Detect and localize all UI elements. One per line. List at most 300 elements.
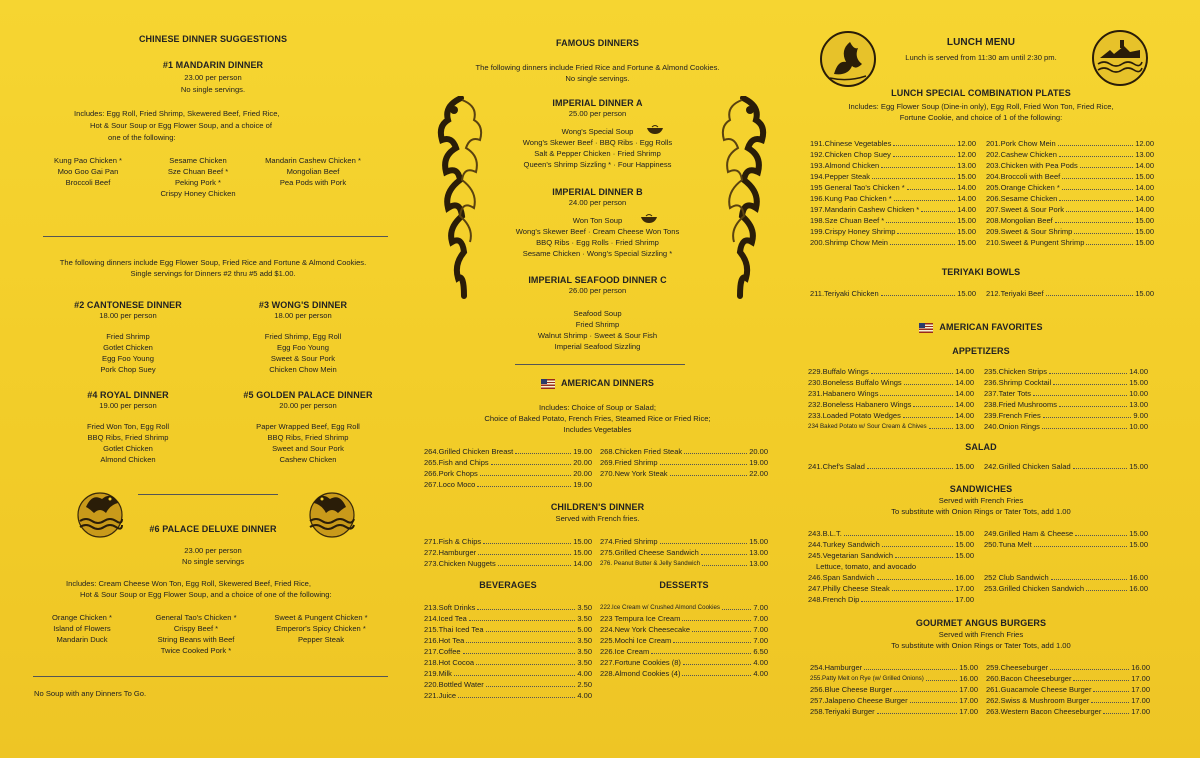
item-name: 202.Cashew Chicken bbox=[986, 150, 1057, 159]
item-name: 206.Sesame Chicken bbox=[986, 194, 1058, 203]
item-price: 16.00 bbox=[955, 573, 974, 582]
dinner-item: Paper Wrapped Beef, Egg Roll bbox=[256, 422, 360, 431]
dot-leader bbox=[881, 160, 955, 168]
item-price: 9.00 bbox=[1133, 411, 1148, 420]
item-price: 15.00 bbox=[955, 529, 974, 538]
item-price: 7.00 bbox=[753, 603, 768, 612]
menu-item: 212.Teriyaki Beef 15.00 bbox=[986, 289, 1154, 298]
item-name: 198.Sze Chuan Beef * bbox=[810, 216, 885, 225]
item-price: 4.00 bbox=[753, 669, 768, 678]
item-price: 17.00 bbox=[1131, 707, 1150, 716]
dinner-price: 24.00 per person bbox=[568, 198, 627, 207]
item-name: 201.Pork Chow Mein bbox=[986, 139, 1056, 148]
item-price: 14.00 bbox=[1129, 367, 1148, 376]
item-name: 199.Crispy Honey Shrimp bbox=[810, 227, 896, 236]
item-name: 243.B.L.T. bbox=[808, 529, 842, 538]
choice-item: Pepper Steak bbox=[297, 635, 344, 644]
divider bbox=[515, 364, 685, 365]
item-price: 7.00 bbox=[753, 625, 768, 634]
appetizers-left-list bbox=[808, 366, 974, 432]
dot-leader bbox=[682, 668, 751, 676]
dot-leader bbox=[486, 624, 576, 632]
dinner-name: #4 ROYAL DINNER bbox=[87, 390, 169, 400]
dot-leader bbox=[466, 635, 575, 643]
item-price: 15.00 bbox=[1135, 227, 1154, 236]
item-name: 225.Mochi Ice Cream bbox=[600, 636, 672, 645]
combo-title: LUNCH SPECIAL COMBINATION PLATES bbox=[891, 88, 1071, 98]
mandarin-choices-c bbox=[258, 155, 368, 188]
dot-leader bbox=[1062, 182, 1133, 190]
menu-item bbox=[600, 624, 768, 635]
dinner-item: Fried Shrimp bbox=[106, 332, 150, 341]
famous-column bbox=[410, 0, 785, 758]
dot-leader bbox=[907, 182, 956, 190]
item-price: 14.00 bbox=[1135, 161, 1154, 170]
choice-item: General Tao's Chicken * bbox=[155, 613, 237, 622]
item-name: 214.Iced Tea bbox=[424, 614, 467, 623]
menu-item: 241.Chef's Salad 15.00 bbox=[808, 462, 974, 471]
menu-item bbox=[424, 602, 592, 613]
item-name: 197.Mandarin Cashew Chicken * bbox=[810, 205, 920, 214]
item-name: 221.Juice bbox=[424, 691, 457, 700]
item-price: 17.00 bbox=[1131, 674, 1150, 683]
item-price: 6.50 bbox=[753, 647, 768, 656]
item-price: 15.00 bbox=[957, 227, 976, 236]
dot-leader bbox=[1091, 695, 1129, 703]
dot-leader bbox=[463, 646, 576, 654]
item-name: 254.Hamburger bbox=[810, 663, 863, 672]
item-price: 15.00 bbox=[959, 663, 978, 672]
item-price: 15.00 bbox=[1129, 540, 1148, 549]
dinner-name: #5 GOLDEN PALACE DINNER bbox=[243, 390, 373, 400]
dinner-item: Pork Chop Suey bbox=[100, 365, 156, 374]
menu-item bbox=[810, 193, 976, 204]
dot-leader bbox=[1033, 388, 1127, 396]
dinner-item: Salt & Pepper Chicken · Fried Shrimp bbox=[534, 149, 661, 158]
item-name: 256.Blue Cheese Burger bbox=[810, 685, 893, 694]
dot-leader bbox=[877, 572, 954, 580]
item-price: 17.00 bbox=[1131, 685, 1150, 694]
item-price: 17.00 bbox=[959, 685, 978, 694]
dot-leader bbox=[890, 237, 955, 245]
item-name: 191.Chinese Vegetables bbox=[810, 139, 892, 148]
item-name: 224.New York Cheesecake bbox=[600, 625, 691, 634]
choice-item: Mongolian Beef bbox=[286, 167, 340, 176]
menu-item bbox=[810, 237, 976, 248]
menu-item bbox=[600, 657, 768, 668]
menu-item bbox=[808, 366, 974, 377]
burgers-note-1: Served with French Fries bbox=[938, 630, 1024, 639]
sandwiches-note-1: Served with French Fries bbox=[938, 496, 1024, 505]
dinner-item: Wong's Skewer Beef · BBQ Ribs · Egg Rolls bbox=[522, 138, 673, 147]
group-note-2: Single servings for Dinners #2 thru #5 add $1.00. bbox=[130, 269, 296, 278]
item-price: 12.00 bbox=[957, 150, 976, 159]
item-name: 208.Mongolian Beef bbox=[986, 216, 1053, 225]
item-name: 238.Fried Mushrooms bbox=[984, 400, 1057, 409]
item-name: 260.Bacon Cheeseburger bbox=[986, 674, 1072, 683]
item-price: 15.00 bbox=[1135, 216, 1154, 225]
dragon-pillar-icon bbox=[716, 96, 770, 301]
lunch-column bbox=[796, 0, 1166, 758]
item-price: 14.00 bbox=[955, 389, 974, 398]
menu-item: 269.Fried Shrimp 19.00 bbox=[600, 458, 768, 467]
menu-item bbox=[986, 695, 1150, 706]
dot-leader bbox=[1074, 226, 1133, 234]
menu-item bbox=[810, 662, 978, 673]
burgers-right-list bbox=[986, 662, 1150, 717]
menu-item: 271.Fish & Chips 15.00 bbox=[424, 537, 592, 546]
item-name: 228.Almond Cookies (4) bbox=[600, 669, 681, 678]
item-name: 232.Boneless Habanero Wings bbox=[808, 400, 912, 409]
menu-item bbox=[424, 613, 592, 624]
dot-leader bbox=[921, 204, 955, 212]
us-flag-icon bbox=[541, 379, 555, 389]
dinner-item: Sweet and Sour Pork bbox=[272, 444, 344, 453]
mandarin-choices-a bbox=[38, 155, 138, 188]
us-flag-icon bbox=[919, 323, 933, 333]
choice-item: Orange Chicken * bbox=[52, 613, 112, 622]
soup-bowl-icon bbox=[640, 213, 658, 224]
menu-item bbox=[986, 138, 1154, 149]
dot-leader bbox=[1059, 193, 1133, 201]
sandwiches-right-list-2 bbox=[984, 572, 1148, 594]
dot-leader bbox=[722, 602, 751, 610]
mandarin-includes-1: Includes: Egg Roll, Fried Shrimp, Skewered Beef, Fried Rice, bbox=[74, 109, 280, 118]
item-name: 262.Swiss & Mushroom Burger bbox=[986, 696, 1090, 705]
dinner-item: Imperial Seafood Sizzling bbox=[554, 342, 641, 351]
cantonese-dinner bbox=[48, 300, 208, 375]
chinese-column bbox=[18, 0, 398, 758]
menu-item bbox=[986, 171, 1154, 182]
menu-item bbox=[808, 421, 974, 432]
american-favorites-heading bbox=[796, 322, 1166, 333]
menu-item bbox=[810, 226, 976, 237]
dot-leader bbox=[1059, 399, 1127, 407]
menu-item bbox=[810, 215, 976, 226]
sandwiches-left-list-2 bbox=[808, 572, 974, 605]
dot-leader bbox=[913, 399, 953, 407]
item-name: 209.Sweet & Sour Shrimp bbox=[986, 227, 1073, 236]
item-price: 14.00 bbox=[955, 400, 974, 409]
item-price: 10.00 bbox=[1129, 389, 1148, 398]
dinner-item: Seafood Soup bbox=[573, 309, 622, 318]
item-price: 13.00 bbox=[957, 161, 976, 170]
appetizers-right-list bbox=[984, 366, 1148, 432]
menu-item: 272.Hamburger 15.00 bbox=[424, 548, 592, 557]
item-price: 17.00 bbox=[959, 707, 978, 716]
mandarin-includes-2: Hot & Sour Soup or Egg Flower Soup, and a choice of bbox=[90, 121, 272, 130]
dot-leader bbox=[1103, 706, 1129, 714]
choice-item: Island of Flowers bbox=[53, 624, 111, 633]
dot-leader bbox=[871, 366, 953, 374]
palace-deluxe-name: #6 PALACE DELUXE DINNER bbox=[149, 524, 277, 534]
item-price: 15.00 bbox=[1135, 238, 1154, 247]
menu-item bbox=[986, 182, 1154, 193]
item-price: 14.00 bbox=[957, 205, 976, 214]
dot-leader bbox=[893, 138, 955, 146]
item-price: 4.00 bbox=[577, 691, 592, 700]
palace-note: No single servings bbox=[181, 557, 245, 566]
item-price: 16.00 bbox=[1129, 584, 1148, 593]
item-name: 194.Pepper Steak bbox=[810, 172, 871, 181]
appetizers-title: APPETIZERS bbox=[952, 346, 1010, 356]
item-name: 233.Loaded Potato Wedges bbox=[808, 411, 901, 420]
dot-leader bbox=[880, 388, 953, 396]
menu-item bbox=[986, 204, 1154, 215]
dinner-item: Sweet & Sour Pork bbox=[270, 354, 336, 363]
menu-item bbox=[808, 594, 974, 605]
menu-item: 267.Loco Moco 19.00 bbox=[424, 480, 592, 489]
lunch-right-list bbox=[986, 138, 1154, 248]
dot-leader bbox=[486, 679, 576, 687]
dinner-item: Almond Chicken bbox=[100, 455, 156, 464]
item-name: 192.Chicken Chop Suey bbox=[810, 150, 891, 159]
menu-item: 211.Teriyaki Chicken 15.00 bbox=[810, 289, 976, 298]
childrens-note: Served with French fries. bbox=[555, 514, 640, 523]
choice-item: Crispy Beef * bbox=[173, 624, 219, 633]
dinner-item: Wong's Skewer Beef · Cream Cheese Won Tons bbox=[515, 227, 680, 236]
menu-item bbox=[808, 583, 974, 594]
item-name: 219.Milk bbox=[424, 669, 452, 678]
choice-item: Twice Cooked Pork * bbox=[160, 646, 232, 655]
item-price: 16.00 bbox=[1131, 663, 1150, 672]
menu-item: 242.Grilled Chicken Salad 15.00 bbox=[984, 462, 1148, 471]
choice-item: Kung Pao Chicken * bbox=[54, 156, 122, 165]
menu-item bbox=[986, 662, 1150, 673]
sandwiches-left-list bbox=[808, 528, 974, 561]
item-name: 222.Ice Cream w/ Crushed Almond Cookies bbox=[600, 604, 721, 611]
dot-leader bbox=[1050, 662, 1129, 670]
dot-leader bbox=[1073, 673, 1129, 681]
imperial-dinner-b bbox=[480, 187, 715, 259]
dot-leader bbox=[454, 668, 575, 676]
dot-leader bbox=[895, 550, 953, 558]
menu-item bbox=[810, 706, 978, 717]
dinner-item: Fried Won Ton, Egg Roll bbox=[86, 422, 170, 431]
dot-leader bbox=[892, 583, 954, 591]
american-dinners-heading bbox=[410, 378, 785, 389]
item-name: 236.Shrimp Cocktail bbox=[984, 378, 1052, 387]
dot-leader bbox=[904, 377, 954, 385]
burgers-left-list bbox=[810, 662, 978, 717]
item-name: 193.Almond Chicken bbox=[810, 161, 880, 170]
dot-leader bbox=[469, 613, 576, 621]
dot-leader bbox=[1051, 572, 1128, 580]
dot-leader bbox=[477, 602, 575, 610]
menu-item bbox=[600, 668, 768, 679]
lunch-hours: Lunch is served from 11:30 am until 2:30 pm. bbox=[905, 53, 1057, 62]
dot-leader bbox=[1058, 138, 1134, 146]
choice-item: Broccoli Beef bbox=[65, 178, 111, 187]
item-name: 196.Kung Pao Chicken * bbox=[810, 194, 892, 203]
vegetarian-note: Lettuce, tomato, and avocado bbox=[816, 562, 917, 571]
menu-item bbox=[986, 706, 1150, 717]
dot-leader bbox=[877, 706, 958, 714]
menu-item bbox=[424, 646, 592, 657]
dot-leader bbox=[872, 171, 955, 179]
menu-item bbox=[986, 237, 1154, 248]
salad-title: SALAD bbox=[965, 442, 997, 452]
item-name: 255.Patty Melt on Rye (w/ Grilled Onions) bbox=[810, 675, 924, 682]
dot-leader bbox=[929, 421, 954, 429]
imperial-seafood-dinner-c bbox=[480, 275, 715, 352]
dinner-name: #3 WONG'S DINNER bbox=[258, 300, 348, 310]
dinner-name: #2 CANTONESE DINNER bbox=[74, 300, 182, 310]
mandarin-note: No single servings. bbox=[180, 85, 246, 94]
group-note-1: The following dinners include Egg Flower Soup, Fried Rice and Fortune & Almond Cookies. bbox=[59, 258, 367, 267]
menu-item bbox=[810, 673, 978, 684]
menu-item bbox=[808, 377, 974, 388]
dinner-price: 20.00 per person bbox=[279, 401, 337, 410]
dinner-item: Wong's Special Soup bbox=[561, 127, 634, 136]
menu-item bbox=[984, 388, 1148, 399]
choice-item: Mandarin Duck bbox=[56, 635, 108, 644]
choice-item: String Beans with Beef bbox=[157, 635, 235, 644]
item-price: 17.00 bbox=[955, 595, 974, 604]
teriyaki-title: TERIYAKI BOWLS bbox=[941, 267, 1021, 277]
childrens-left bbox=[424, 536, 592, 569]
dot-leader bbox=[1053, 377, 1127, 385]
dot-leader bbox=[1049, 366, 1127, 374]
item-name: 250.Tuna Melt bbox=[984, 540, 1032, 549]
item-price: 13.00 bbox=[955, 422, 974, 431]
american-note-1: Includes: Choice of Soup or Salad; bbox=[539, 403, 656, 412]
item-price: 13.00 bbox=[1129, 400, 1148, 409]
item-price: 17.00 bbox=[955, 584, 974, 593]
mandarin-choices-b bbox=[148, 155, 248, 199]
dot-leader bbox=[1066, 204, 1133, 212]
item-name: 257.Jalapeno Cheese Burger bbox=[810, 696, 908, 705]
menu-item bbox=[600, 646, 768, 657]
dinner-item: Gotlet Chicken bbox=[103, 343, 153, 352]
dot-leader bbox=[1086, 237, 1133, 245]
menu-item: 273.Chicken Nuggets 14.00 bbox=[424, 559, 592, 568]
menu-item bbox=[986, 149, 1154, 160]
lunch-title: LUNCH MENU bbox=[946, 37, 1016, 48]
item-price: 17.00 bbox=[959, 696, 978, 705]
item-name: 216.Hot Tea bbox=[424, 636, 465, 645]
menu-item bbox=[808, 410, 974, 421]
dot-leader bbox=[894, 193, 955, 201]
item-price: 15.00 bbox=[957, 172, 976, 181]
item-name: 213.Soft Drinks bbox=[424, 603, 476, 612]
dinner-price: 26.00 per person bbox=[568, 286, 627, 295]
item-name: 229.Buffalo Wings bbox=[808, 367, 869, 376]
menu-item bbox=[808, 528, 974, 539]
item-price: 4.00 bbox=[577, 669, 592, 678]
dinner-item: Queen's Shrimp Sizzling * · Four Happiness bbox=[523, 160, 672, 169]
item-name: 217.Coffee bbox=[424, 647, 461, 656]
item-name: 246.Span Sandwich bbox=[808, 573, 875, 582]
dot-leader bbox=[1075, 528, 1127, 536]
menu-item bbox=[808, 539, 974, 550]
menu-item bbox=[986, 160, 1154, 171]
item-name: 245.Vegetarian Sandwich bbox=[808, 551, 894, 560]
menu-item bbox=[808, 399, 974, 410]
mandarin-name: #1 MANDARIN DINNER bbox=[162, 60, 264, 70]
item-name: 205.Orange Chicken * bbox=[986, 183, 1060, 192]
choice-item: Emperor's Spicy Chicken * bbox=[276, 624, 366, 633]
dot-leader bbox=[476, 657, 575, 665]
dinner-name: IMPERIAL DINNER A bbox=[552, 98, 643, 108]
menu-item bbox=[810, 182, 976, 193]
divider bbox=[138, 494, 278, 495]
dot-leader bbox=[458, 690, 575, 698]
burgers-title: GOURMET ANGUS BURGERS bbox=[915, 618, 1047, 628]
footer-note: No Soup with any Dinners To Go. bbox=[34, 689, 147, 698]
burgers-note-2: To substitute with Onion Rings or Tater Tots, add 1.00 bbox=[891, 641, 1071, 650]
dinner-item: Fried Shrimp bbox=[575, 320, 620, 329]
menu-item bbox=[810, 160, 976, 171]
item-name: 244.Turkey Sandwich bbox=[808, 540, 880, 549]
american-dinners-title: AMERICAN DINNERS bbox=[560, 378, 655, 388]
menu-item bbox=[424, 624, 592, 635]
item-name: 231.Habanero Wings bbox=[808, 389, 879, 398]
menu-item bbox=[424, 679, 592, 690]
combo-note-2: Fortune Cookie, and choice of 1 of the following: bbox=[899, 113, 1063, 122]
item-name: 230.Boneless Buffalo Wings bbox=[808, 378, 902, 387]
dinner-item: Fried Shrimp, Egg Roll bbox=[264, 332, 342, 341]
item-price: 14.00 bbox=[1135, 194, 1154, 203]
item-name: 258.Teriyaki Burger bbox=[810, 707, 875, 716]
dot-leader bbox=[1034, 539, 1128, 547]
dot-leader bbox=[683, 657, 752, 665]
menu-item: 274.Fried Shrimp 15.00 bbox=[600, 537, 768, 546]
item-name: 200.Shrimp Chow Mein bbox=[810, 238, 888, 247]
menu-item bbox=[986, 226, 1154, 237]
item-name: 223 Tempura Ice Cream bbox=[600, 614, 681, 623]
item-price: 12.00 bbox=[957, 139, 976, 148]
soup-bowl-icon bbox=[646, 124, 664, 135]
mandarin-price: 23.00 per person bbox=[184, 73, 242, 82]
menu-item: 275.Grilled Cheese Sandwich 13.00 bbox=[600, 548, 768, 557]
dot-leader bbox=[893, 149, 955, 157]
menu-item bbox=[984, 366, 1148, 377]
item-name: 203.Chicken with Pea Pods bbox=[986, 161, 1078, 170]
item-name: 226.Ice Cream bbox=[600, 647, 650, 656]
dinner-item: Won Ton Soup bbox=[572, 216, 623, 225]
dot-leader bbox=[861, 594, 953, 602]
item-price: 3.50 bbox=[577, 647, 592, 656]
menu-item bbox=[984, 421, 1148, 432]
menu-item bbox=[424, 690, 592, 701]
dot-leader bbox=[1080, 160, 1133, 168]
dot-leader bbox=[882, 539, 953, 547]
dinner-item: Gotlet Chicken bbox=[103, 444, 153, 453]
menu-item: 270.New York Steak 22.00 bbox=[600, 469, 768, 478]
choice-item: Sweet & Pungent Chicken * bbox=[274, 613, 368, 622]
famous-title: FAMOUS DINNERS bbox=[556, 38, 639, 48]
item-price: 16.00 bbox=[959, 674, 978, 683]
dinner-price: 19.00 per person bbox=[99, 401, 157, 410]
menu-item bbox=[984, 410, 1148, 421]
palace-includes-2: Hot & Sour Soup or Egg Flower Soup, and a choice of one of the following: bbox=[80, 590, 332, 599]
dot-leader bbox=[1093, 684, 1129, 692]
item-name: 234 Baked Potato w/ Sour Cream & Chives bbox=[808, 423, 927, 430]
menu-item bbox=[986, 215, 1154, 226]
american-note-2: Choice of Baked Potato, French Fries, Steamed Rice or Fried Rice; bbox=[484, 414, 711, 423]
choice-item: Sesame Chicken bbox=[169, 156, 227, 165]
dinner-item: Cashew Chicken bbox=[279, 455, 337, 464]
menu-item bbox=[810, 149, 976, 160]
sandwiches-title: SANDWICHES bbox=[949, 484, 1013, 494]
palace-price: 23.00 per person bbox=[184, 546, 242, 555]
lunch-left-list bbox=[810, 138, 976, 248]
item-name: 237.Tater Tots bbox=[984, 389, 1031, 398]
item-name: 195 General Tao's Chicken * bbox=[810, 183, 905, 192]
menu-item bbox=[984, 572, 1148, 583]
menu-item bbox=[986, 684, 1150, 695]
